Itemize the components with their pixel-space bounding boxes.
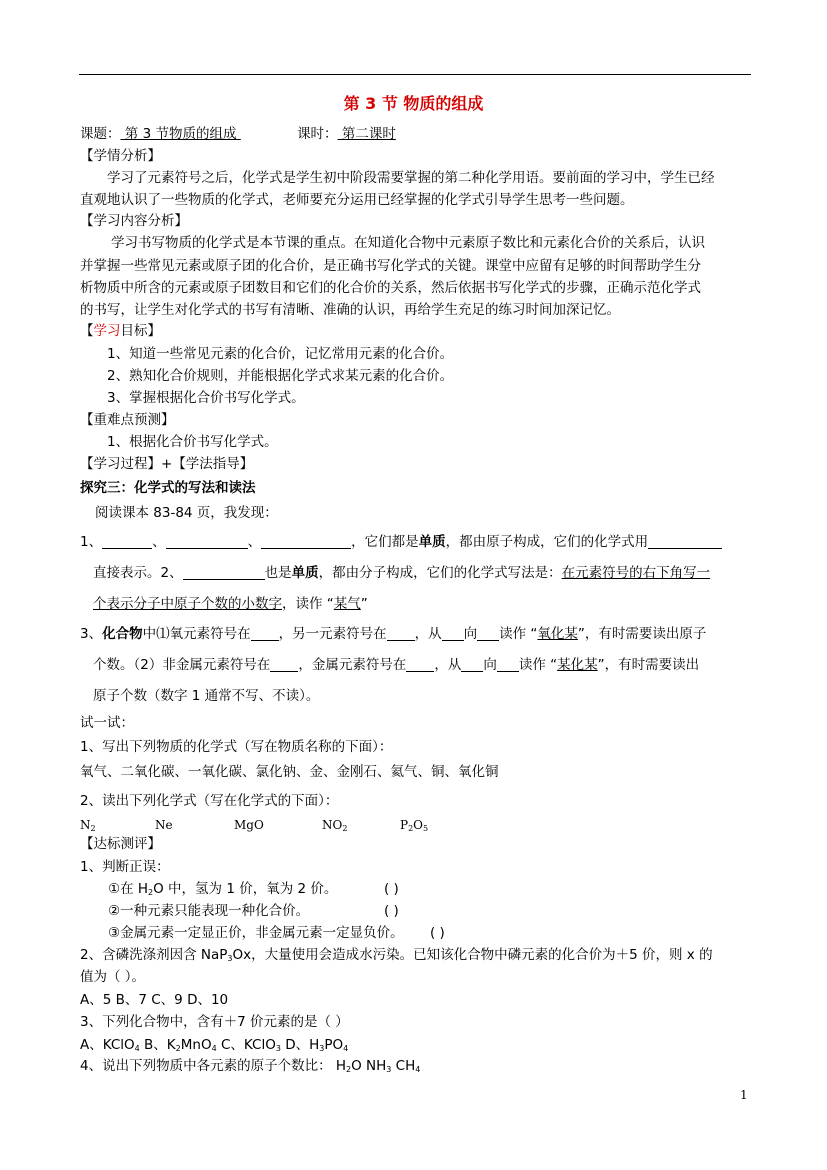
fill-question: 直接表示。2、 也是单质，都由分子构成，它们的化学式写法是：在元素符号的右下角写一 xyxy=(93,565,711,581)
heading-highlight: 学习 xyxy=(93,323,121,339)
answer-blank[interactable] xyxy=(497,657,519,672)
formula-n2: $N_2$ xyxy=(80,818,96,833)
section-heading: 【学习内容分析】 xyxy=(80,213,188,229)
period-value: 第二课时 xyxy=(337,126,396,142)
answer-parens[interactable]: ( ) xyxy=(384,881,399,897)
answer-options: A、KClO$_4$ B、$K_2MnO_4$ C、KClO$_3$ D、$H_3PO_4$ xyxy=(80,1037,349,1053)
list-item: 2、熟知化合价规则，并能根据化学式求某元素的化合价。 xyxy=(107,368,454,384)
topic-label: 课题： xyxy=(80,126,121,142)
section-heading: 【学情分析】 xyxy=(80,148,161,164)
formula-mgo: MgO xyxy=(234,818,264,832)
question: 值为（ ）。 xyxy=(80,969,146,985)
question: 1、写出下列物质的化学式（写在物质名称的下面）： xyxy=(80,739,393,755)
question: 2、含磷洗涤剂因含 NaP$_3$Ox，大量使用会造成水污染。已知该化合物中磷元素的化合价为＋5 价，则 x 的 xyxy=(80,947,713,963)
paragraph-line: 的书写，让学生对化学式的书写有清晰、准确的认识，再给学生充足的练习时间加深记忆。 xyxy=(80,302,620,318)
header-rule xyxy=(79,74,751,75)
page-number: 1 xyxy=(740,1088,748,1102)
paragraph-line: 原子个数（数字 1 通常不写、不读）。 xyxy=(93,688,320,704)
answer-blank[interactable] xyxy=(261,534,351,549)
paragraph-line: 并掌握一些常见元素或原子团的化合价，是正确书写化学式的关键。课堂中应留有足够的时间帮助学生分 xyxy=(80,258,701,274)
answer-blank[interactable] xyxy=(166,534,248,549)
list-item: 1、根据化合价书写化学式。 xyxy=(107,434,278,450)
paragraph-line: 直观地认识了一些物质的化学式，老师要充分运用已经掌握的化学式引导学生思考一些问题。 xyxy=(80,192,634,208)
explore-heading: 探究三：化学式的写法和读法 xyxy=(80,480,256,496)
question: 1、判断正误： xyxy=(80,859,170,875)
answer-blank[interactable] xyxy=(183,565,265,580)
answer-blank[interactable] xyxy=(251,626,279,641)
section-heading: 【学习过程】+【学法指导】 xyxy=(80,456,254,472)
answer-blank[interactable] xyxy=(102,534,152,549)
section-heading: 【达标测评】 xyxy=(80,836,161,852)
judge-item: ①在 $H_2O$ 中，氢为 1 价，氧为 2 价。 xyxy=(108,881,338,897)
formula-p2o5: $P_2O_5$ xyxy=(400,818,429,833)
judge-item: ②一种元素只能表现一种化合价。 xyxy=(108,903,310,919)
answer-parens[interactable]: ( ) xyxy=(430,925,445,941)
answer-parens[interactable]: ( ) xyxy=(384,903,399,919)
answer-blank[interactable] xyxy=(442,626,464,641)
formula-no2: $NO_2$ xyxy=(322,818,348,833)
formula-ne: Ne xyxy=(155,818,173,832)
list-item: 3、掌握根据化合价书写化学式。 xyxy=(107,390,305,406)
section-heading: 试一试： xyxy=(80,715,134,731)
answer-blank[interactable] xyxy=(477,626,499,641)
judge-item: ③金属元素一定显正价，非金属元素一定显负价。 xyxy=(108,925,404,941)
period-label: 课时： xyxy=(297,126,338,142)
answer-blank[interactable] xyxy=(270,657,298,672)
answer-blank[interactable] xyxy=(461,657,483,672)
section-heading: 【学习目标】 xyxy=(80,323,161,339)
topic-value: 第 3 节物质的组成 xyxy=(120,126,241,142)
answer-blank[interactable] xyxy=(648,534,722,549)
fill-question: 1、 、 、 ，它们都是单质，都由原子构成，它们的化学式用 xyxy=(80,532,722,552)
section-heading: 【重难点预测】 xyxy=(80,412,175,428)
paragraph-line: 阅读课本 83-84 页，我发现： xyxy=(95,505,278,521)
answer-options: A、5 B、7 C、9 D、10 xyxy=(80,992,229,1008)
question: 4、说出下列物质中各元素的原子个数比： $H_2O$ $NH_3$ $CH_4$ xyxy=(80,1058,421,1074)
fill-question: 个表示分子中原子个数的小数字，读作 “某气” xyxy=(93,596,368,612)
answer-blank[interactable] xyxy=(406,657,434,672)
paragraph-line: 析物质中所含的元素或原子团数目和它们的化合价的关系，然后依据书写化学式的步骤，正确示范化学式 xyxy=(80,280,701,296)
question: 3、下列化合物中，含有＋7 价元素的是（ ） xyxy=(80,1014,349,1030)
fill-question: 3、化合物中⑴氧元素符号在 ，另一元素符号在 ，从 向 读作 “氧化某”，有时需要读出原子 xyxy=(80,626,707,642)
page-title: 第 3 节 物质的组成 xyxy=(343,94,484,113)
answer-blank[interactable] xyxy=(387,626,415,641)
fill-question: 个数。（2）非金属元素符号在 ，金属元素符号在 ，从 向 读作 “某化某”，有时需要读出 xyxy=(93,657,700,673)
question-items: 氧气、二氧化碳、一氧化碳、氯化钠、金、金刚石、氦气、铜、氧化铜 xyxy=(80,764,499,780)
list-item: 1、知道一些常见元素的化合价，记忆常用元素的化合价。 xyxy=(107,346,454,362)
question: 2、读出下列化学式（写在化学式的下面）： xyxy=(80,793,339,809)
paragraph-line: 学习书写物质的化学式是本节课的重点。在知道化合物中元素原子数比和元素化合价的关系后，认识 xyxy=(111,235,705,251)
lesson-header xyxy=(80,124,396,144)
paragraph-line: 学习了元素符号之后，化学式是学生初中阶段需要掌握的第二种化学用语。要前面的学习中，学生已经 xyxy=(107,170,715,186)
